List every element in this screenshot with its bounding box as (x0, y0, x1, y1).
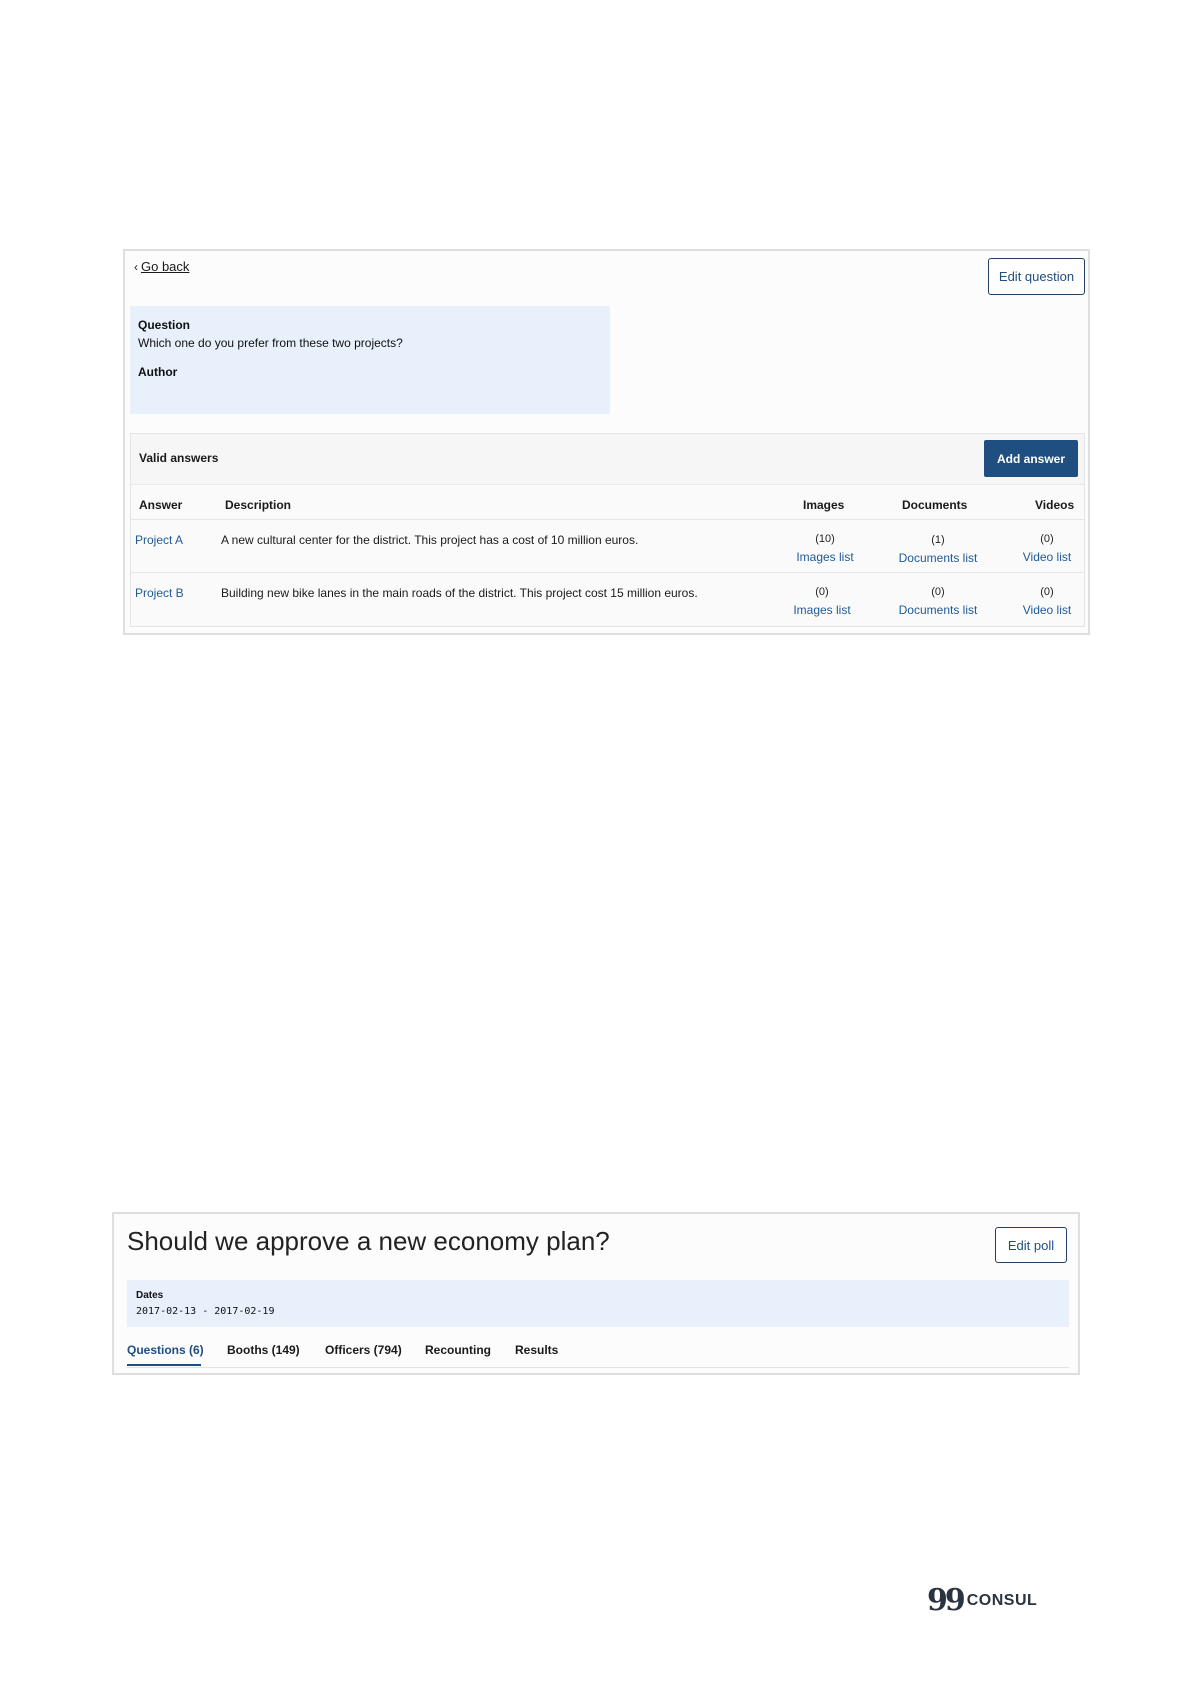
dates-label: Dates (136, 1290, 164, 1301)
documents-list-link[interactable]: Documents list (898, 551, 978, 565)
chevron-left-icon: ‹ (134, 260, 138, 274)
video-list-link[interactable]: Video list (1022, 603, 1072, 617)
dates-info-box (127, 1280, 1069, 1327)
edit-poll-button[interactable]: Edit poll (995, 1227, 1067, 1263)
column-header-answer: Answer (139, 498, 183, 512)
poll-title: Should we approve a new economy plan? (127, 1226, 610, 1256)
consul-logo (927, 1583, 1038, 1618)
question-text: Which one do you prefer from these two projects? (138, 336, 403, 350)
column-header-description: Description (225, 498, 292, 512)
question-info-box (130, 306, 610, 414)
valid-answers-section (130, 433, 1085, 627)
tab-officers[interactable]: Officers (794) (325, 1343, 402, 1357)
images-count: (10) (815, 533, 835, 545)
answer-link-project-a[interactable]: Project A (135, 533, 184, 547)
question-label: Question (138, 318, 191, 332)
tab-results[interactable]: Results (515, 1343, 559, 1357)
valid-answers-title: Valid answers (139, 451, 219, 465)
answer-description: A new cultural center for the district. This project has a cost of 10 million euros. (221, 533, 639, 547)
go-back-link[interactable] (134, 259, 189, 274)
images-list-link[interactable]: Images list (793, 603, 851, 617)
tab-questions[interactable]: Questions (6) (127, 1343, 204, 1357)
column-header-documents: Documents (902, 498, 968, 512)
valid-answers-header (131, 434, 1084, 485)
answer-link-project-b[interactable]: Project B (135, 586, 184, 600)
video-list-link[interactable]: Video list (1022, 550, 1072, 564)
active-tab-indicator (127, 1364, 201, 1366)
question-detail-panel (123, 249, 1090, 635)
table-divider (131, 572, 1084, 573)
poll-panel (112, 1212, 1080, 1375)
column-header-videos: Videos (1035, 498, 1075, 512)
consul-quote-icon: 99 (927, 1583, 963, 1618)
tab-recounting[interactable]: Recounting (425, 1343, 491, 1357)
documents-list-link[interactable]: Documents list (898, 603, 978, 617)
go-back-label: Go back (141, 259, 190, 274)
answer-description: Building new bike lanes in the main roads of the district. This project cost 15 million euros. (221, 586, 698, 600)
tabs-divider (127, 1367, 1069, 1368)
documents-count: (1) (931, 534, 945, 546)
images-count: (0) (815, 586, 829, 598)
images-list-link[interactable]: Images list (796, 550, 854, 564)
documents-count: (0) (931, 586, 945, 598)
tab-booths[interactable]: Booths (149) (227, 1343, 300, 1357)
videos-count: (0) (1040, 533, 1054, 545)
author-label: Author (138, 365, 178, 379)
edit-question-button[interactable]: Edit question (988, 258, 1085, 295)
brand-name: CONSUL (966, 1592, 1038, 1609)
videos-count: (0) (1040, 586, 1054, 598)
add-answer-button[interactable]: Add answer (984, 440, 1078, 477)
column-header-images: Images (803, 498, 845, 512)
table-divider (131, 519, 1084, 520)
dates-value: 2017-02-13 - 2017-02-19 (136, 1306, 275, 1317)
